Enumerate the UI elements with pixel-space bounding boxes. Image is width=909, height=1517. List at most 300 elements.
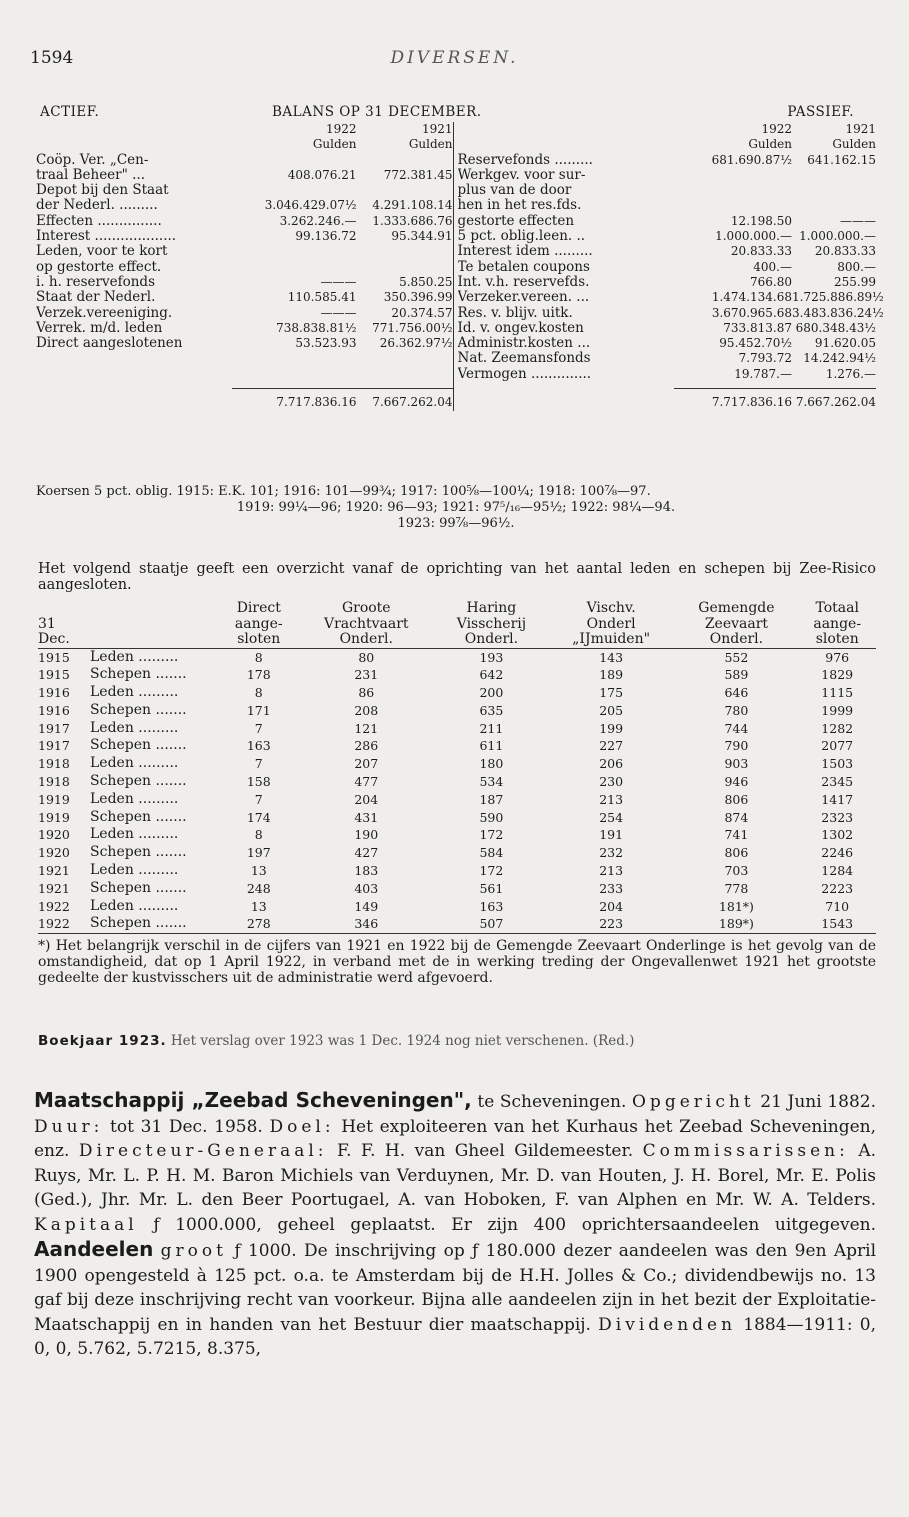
table-row <box>38 648 876 666</box>
year-a: 1922 <box>761 122 792 136</box>
table-cell: 190 <box>354 827 379 843</box>
table-cell: 2246 <box>821 845 854 861</box>
boekjaar-line <box>38 1033 876 1049</box>
table-cell: 1919 <box>38 809 70 825</box>
balance-row-value <box>792 198 876 213</box>
table-cell: 206 <box>599 756 624 772</box>
balance-row-value: 95.344.91 <box>391 229 453 244</box>
balance-row-label: Res. v. blijv. uitk. <box>457 305 573 321</box>
table-row <box>38 720 876 738</box>
balance-row-label: Effecten ............... <box>36 213 162 229</box>
balance-row-value: 766.80 <box>750 274 792 289</box>
table-cell: 183 <box>354 863 379 879</box>
table-cell: 213 <box>599 863 624 879</box>
table-header-cell: Onderl <box>586 615 636 632</box>
table-cell: 223 <box>599 916 624 932</box>
table-cell: 121 <box>354 720 379 736</box>
balance-row-label: Interest idem ......... <box>457 244 593 260</box>
balance-captions <box>36 104 876 122</box>
currency-b: Gulden <box>408 137 453 152</box>
table-cell: 7 <box>254 720 263 736</box>
table-cell: 1920 <box>38 827 70 843</box>
table-cell: 507 <box>479 916 504 932</box>
balance-row-value: 20.833.33 <box>814 244 876 259</box>
balance-row <box>458 260 877 275</box>
balance-row-value: 1.276.— <box>825 366 876 381</box>
table-cell: 903 <box>724 756 749 772</box>
table-cell: 8 <box>254 649 263 665</box>
duur-label: Duur: <box>34 1116 104 1137</box>
balance-row-value <box>357 153 453 168</box>
table-cell: Schepen ....... <box>90 666 187 683</box>
table-cell: 346 <box>354 916 379 932</box>
balance-row-label: Int. v.h. reservefds. <box>457 274 590 290</box>
table-row <box>38 898 876 916</box>
table-cell: 1916 <box>38 685 70 701</box>
table-header-cell: aange- <box>813 615 862 632</box>
balance-row-value: 1.725.886.89½ <box>792 290 884 305</box>
table-cell: 149 <box>354 898 379 914</box>
balance-row-label: op gestorte effect. <box>36 259 162 275</box>
table-header-cell: Onderl. <box>464 631 519 647</box>
balance-row <box>36 168 453 183</box>
table-cell: 163 <box>246 738 271 754</box>
balance-row-label: Te betalen coupons <box>457 259 590 275</box>
company-entry <box>34 1088 876 1362</box>
table-header-cell: Onderl. <box>339 631 393 647</box>
balance-row <box>458 275 877 290</box>
table-cell: 741 <box>724 827 749 843</box>
table-row <box>38 737 876 755</box>
table-cell: 205 <box>599 702 624 718</box>
members-table-head <box>38 601 876 648</box>
boekjaar-text: Het verslag over 1923 was 1 Dec. 1924 nog niet verschenen. (Red.) <box>170 1033 635 1049</box>
balance-row-value <box>686 183 792 198</box>
table-cell: 584 <box>479 845 504 861</box>
table-header-cell: sloten <box>237 631 281 647</box>
table-cell: 248 <box>246 880 271 896</box>
table-cell: 181*) <box>718 898 754 914</box>
balance-row <box>457 290 884 306</box>
balance-row <box>458 198 877 213</box>
balance-row <box>36 229 453 244</box>
table-row <box>38 915 876 933</box>
table-cell: 976 <box>825 649 850 665</box>
balance-columns <box>36 122 884 382</box>
balance-row-value: 255.99 <box>834 274 876 289</box>
table-cell: 193 <box>479 649 504 665</box>
table-cell: 1922 <box>38 898 70 914</box>
balance-row <box>36 260 453 275</box>
balance-row-label: Id. v. ongev.kosten <box>457 320 584 336</box>
balance-row-value: 99.136.72 <box>295 229 357 244</box>
directeur-value: F. F. H. van Gheel Gildemeester. <box>336 1141 634 1161</box>
table-cell: 1917 <box>38 738 70 754</box>
balance-row-label: Verzeker.vereen. ... <box>457 290 590 306</box>
table-cell: Leden ......... <box>90 719 179 736</box>
aandeelen-label: Aandeelen <box>34 1237 154 1261</box>
table-cell: 189*) <box>718 916 754 932</box>
balance-row-value: 1.333.686.76 <box>372 213 453 228</box>
balance-row-label: Vermogen .............. <box>457 366 592 382</box>
balance-row <box>458 336 877 351</box>
balance-row <box>458 244 877 259</box>
table-cell: 780 <box>724 702 749 718</box>
table-cell: Leden ......... <box>90 790 179 807</box>
balance-row-value <box>686 168 792 183</box>
balance-row-value: 110.585.41 <box>287 290 357 305</box>
table-cell: 254 <box>599 809 624 825</box>
balance-row-label: Coöp. Ver. „Cen- <box>36 152 149 168</box>
table-cell: 204 <box>599 898 624 914</box>
table-cell: 1999 <box>821 702 854 718</box>
balance-row-value: 800.— <box>837 259 876 274</box>
table-header-row <box>38 601 876 617</box>
balance-row-value: 20.374.57 <box>391 305 453 320</box>
table-cell: 1302 <box>821 827 854 843</box>
table-cell: 561 <box>479 880 504 896</box>
balance-row-value: 91.620.05 <box>814 336 876 351</box>
table-row <box>38 666 876 684</box>
table-cell: 1919 <box>38 791 70 807</box>
balance-row-value: 771.756.00½ <box>372 320 453 335</box>
table-cell: 744 <box>724 720 749 736</box>
table-cell: Schepen ....... <box>90 737 187 754</box>
table-cell: 286 <box>354 738 379 754</box>
balance-row <box>458 153 877 168</box>
opgericht-label: Opgericht <box>632 1092 755 1112</box>
table-cell: 703 <box>724 863 749 879</box>
table-row <box>38 773 876 791</box>
table-cell: 2223 <box>821 880 854 896</box>
balance-totals <box>36 382 876 411</box>
balance-row-value: 1.000.000.— <box>799 229 876 244</box>
balance-row <box>458 229 877 244</box>
balance-row-value: 53.523.93 <box>295 336 357 351</box>
balance-row <box>458 183 877 198</box>
boekjaar-label: Boekjaar 1923. <box>38 1033 167 1049</box>
table-cell: 1916 <box>38 702 70 718</box>
table-cell: 534 <box>479 774 504 790</box>
table-header-cell: Haring <box>466 600 517 616</box>
year-b: 1921 <box>421 122 453 136</box>
balance-row-value: 12.198.50 <box>730 213 792 228</box>
balance-row-value: 20.833.33 <box>730 244 792 259</box>
balance-title: BALANS OP 31 DECEMBER. <box>272 104 482 120</box>
balance-row-label: Werkgev. voor sur- <box>457 167 586 183</box>
table-cell: Schepen ....... <box>90 808 187 825</box>
table-cell: 431 <box>354 809 379 825</box>
duur-value: tot 31 Dec. 1958. <box>110 1116 263 1137</box>
table-cell: 1921 <box>38 863 70 879</box>
balance-row-label: der Nederl. ......... <box>36 198 158 214</box>
table-cell: Schepen ....... <box>90 844 187 861</box>
balance-row-label: Direct aangeslotenen <box>36 336 183 352</box>
table-cell: 1282 <box>821 720 854 736</box>
table-cell: 477 <box>354 774 379 790</box>
balance-row-value: ——— <box>320 274 357 289</box>
balance-row-value: 19.787.— <box>734 366 792 381</box>
table-header-cell: Vischv. <box>586 600 636 616</box>
total-actief-a: 7.717.836.16 <box>276 395 357 410</box>
balance-row-label: Nat. Zeemansfonds <box>457 351 591 367</box>
balance-sheet <box>36 104 884 411</box>
table-header-row <box>38 632 876 648</box>
balance-row-value <box>686 198 792 213</box>
balance-row <box>458 214 877 229</box>
table-cell: 232 <box>599 845 624 861</box>
balance-row <box>36 336 453 351</box>
table-cell: 589 <box>724 667 749 683</box>
dividenden-value: 1884—1911: 0, 0, 0, 5.762, 5.7215, 8.375, <box>34 1314 876 1359</box>
table-header-cell <box>90 632 220 648</box>
table-header-cell: sloten <box>815 631 859 647</box>
table-cell: 172 <box>479 863 504 879</box>
table-header-cell: 31 <box>38 615 56 632</box>
balance-row-value: 408.076.21 <box>287 167 357 182</box>
table-cell: 187 <box>479 791 504 807</box>
table-cell: 874 <box>724 809 749 825</box>
company-place: te Scheveningen. <box>477 1092 627 1112</box>
balance-row-value: 400.— <box>753 259 792 274</box>
table-cell: 13 <box>250 863 267 879</box>
table-cell: Leden ......... <box>90 684 179 701</box>
company-name: Maatschappij „Zeebad Scheveningen", <box>34 1088 472 1112</box>
balance-row-value: 641.162.15 <box>807 152 876 167</box>
opgericht-value: 21 Juni 1882. <box>760 1092 876 1112</box>
balance-row-value: 3.670.965.68 <box>711 305 792 320</box>
members-table-body <box>38 648 876 934</box>
footnote: *) Het belangrijk verschil in de cijfers van 1921 en 1922 bij de Gemengde Zeevaart Onderlinge is het gevolg van de omstandigheid, dat op 1 April 1922, in verband met de in werking treding der Ongevallenwet 1921 het grootste gedeelte der kustvisschers uit de administratie werd afgevoerd. <box>38 938 876 986</box>
table-cell: 946 <box>724 774 749 790</box>
balance-row-value: 1.000.000.— <box>715 229 792 244</box>
table-header-cell: Direct <box>236 600 281 616</box>
actief-rows <box>36 153 453 352</box>
passief-rows <box>457 152 884 382</box>
balance-row-value <box>357 244 453 259</box>
balance-row <box>458 321 877 336</box>
table-cell: 1503 <box>821 756 854 772</box>
table-cell: Schepen ....... <box>90 879 187 896</box>
balance-row-label: Staat der Nederl. <box>36 290 156 306</box>
table-cell: 2345 <box>821 774 854 790</box>
table-header-cell: Vrachtvaart <box>323 615 409 632</box>
year-b: 1921 <box>845 122 876 136</box>
table-cell: 204 <box>354 791 379 807</box>
table-header-cell: Onderl. <box>709 631 764 647</box>
balance-row-value: 738.838.81½ <box>276 320 357 335</box>
table-cell: 80 <box>358 649 375 665</box>
balance-row-value: 350.396.99 <box>383 290 453 305</box>
table-cell: 86 <box>358 685 375 701</box>
table-cell: 806 <box>724 791 749 807</box>
table-header-cell: Dec. <box>38 631 70 647</box>
table-cell: 174 <box>246 809 271 825</box>
balance-row-value <box>792 183 876 198</box>
table-cell: 8 <box>254 685 263 701</box>
balance-row-value: 3.483.836.24½ <box>792 305 884 320</box>
table-cell: 590 <box>479 809 504 825</box>
table-cell: 163 <box>479 898 504 914</box>
table-cell: 211 <box>479 720 504 736</box>
balance-row-value: 3.046.429.07½ <box>264 198 357 213</box>
table-row <box>38 702 876 720</box>
balance-row-label: Reservefonds ......... <box>457 152 593 168</box>
table-cell: 1921 <box>38 880 70 896</box>
table-cell: 231 <box>354 667 379 683</box>
table-header-cell <box>90 601 220 617</box>
table-cell: 178 <box>246 667 271 683</box>
table-row <box>38 862 876 880</box>
table-header-cell <box>38 601 90 617</box>
currency-b: Gulden <box>832 137 876 152</box>
table-row <box>38 880 876 898</box>
table-cell: 1917 <box>38 720 70 736</box>
actief-caption: ACTIEF. <box>40 104 100 120</box>
table-cell: 199 <box>599 720 624 736</box>
balance-row-value <box>261 153 357 168</box>
table-cell: 13 <box>250 898 267 914</box>
table-cell: Leden ......... <box>90 862 179 879</box>
table-cell: 172 <box>479 827 504 843</box>
balance-row <box>36 198 453 213</box>
table-cell: 1922 <box>38 916 70 932</box>
balance-row-label: gestorte effecten <box>457 213 575 229</box>
members-table <box>38 601 876 934</box>
table-cell: 790 <box>724 738 749 754</box>
table-cell: 143 <box>599 649 624 665</box>
table-cell: Leden ......... <box>90 826 179 843</box>
balance-row-value: ——— <box>320 305 357 320</box>
table-cell: 227 <box>599 738 624 754</box>
commissarissen-value: A. Ruys, Mr. L. P. H. M. Baron Michiels van Verduynen, Mr. D. van Houten, J. H. Borel, Mr. E. Polis (Ged.), Jhr. Mr. L. den Beer Poortugael, A. van Hoboken, F. van Alphen en Mr. W. A. Telders. <box>34 1141 876 1210</box>
kapitaal-value: ƒ 1000.000, geheel geplaatst. Er zijn 400 oprichtersaandeelen uitgegeven. <box>153 1214 876 1235</box>
balance-row-label: 5 pct. oblig.leen. .. <box>457 229 586 245</box>
table-cell: 2077 <box>821 738 854 754</box>
table-cell: 1918 <box>38 774 70 790</box>
table-cell: 197 <box>246 845 271 861</box>
table-header-cell: Groote <box>341 600 391 616</box>
table-cell: 1915 <box>38 667 70 683</box>
table-cell: 8 <box>254 827 263 843</box>
balance-row-label: Administr.kosten ... <box>457 336 591 352</box>
table-header-cell: Gemengde <box>698 600 775 616</box>
table-cell: 1417 <box>821 791 854 807</box>
balance-row-label: hen in het res.fds. <box>457 198 582 214</box>
koersen-line: 1923: 99⅞—96½. <box>397 516 515 531</box>
balance-row-value: 680.348.43½ <box>795 320 876 335</box>
table-row <box>38 809 876 827</box>
balance-row-value: 681.690.87½ <box>711 152 792 167</box>
kapitaal-label: Kapitaal <box>34 1214 138 1235</box>
currency-a: Gulden <box>748 137 792 152</box>
table-cell: 646 <box>724 685 749 701</box>
table-cell: Schepen ....... <box>90 701 187 718</box>
balance-row-label: Leden, voor te kort <box>36 244 168 260</box>
dividenden-label: Dividenden <box>598 1314 737 1335</box>
running-title: DIVERSEN. <box>390 48 519 68</box>
balance-row-label: Depot bij den Staat <box>36 183 169 199</box>
table-header-cell <box>90 617 220 633</box>
table-cell: 230 <box>599 774 624 790</box>
balance-row <box>36 183 453 198</box>
balance-row-value: ——— <box>840 213 876 228</box>
balance-row-value: 7.793.72 <box>738 351 792 366</box>
table-cell: 552 <box>724 649 749 665</box>
table-cell: 611 <box>479 738 504 754</box>
balance-row-value: 14.242.94½ <box>803 351 876 366</box>
table-cell: 7 <box>254 791 263 807</box>
table-header-row <box>38 617 876 633</box>
table-row <box>38 755 876 773</box>
table-cell: 180 <box>479 756 504 772</box>
balance-row-value <box>357 183 453 198</box>
table-cell: 642 <box>479 667 504 683</box>
table-header-cell: aange- <box>234 615 283 632</box>
table-cell: 189 <box>599 667 624 683</box>
table-cell: 233 <box>599 880 624 896</box>
table-cell: 427 <box>354 845 379 861</box>
balance-row <box>36 214 453 229</box>
balance-row <box>36 306 453 321</box>
balance-row-value: 3.262.246.— <box>279 213 357 228</box>
commissarissen-label: Commissarissen: <box>642 1141 849 1161</box>
balance-row-label: Verzek.vereeniging. <box>36 305 173 321</box>
table-cell: 1543 <box>821 916 854 932</box>
table-cell: Leden ......... <box>90 648 179 665</box>
balance-row-value <box>261 244 357 259</box>
page-number: 1594 <box>30 48 74 68</box>
table-row <box>38 826 876 844</box>
table-cell: 208 <box>354 702 379 718</box>
table-header-cell: Zeevaart <box>704 615 769 632</box>
table-cell: 200 <box>479 685 504 701</box>
balance-row-value <box>261 260 357 275</box>
directeur-label: Directeur-Generaal: <box>78 1141 328 1161</box>
table-cell: 7 <box>254 756 263 772</box>
total-passief-b: 7.667.262.04 <box>795 395 876 410</box>
table-cell: 158 <box>246 774 271 790</box>
table-cell: 1920 <box>38 845 70 861</box>
table-cell: 1915 <box>38 649 70 665</box>
table-row <box>38 844 876 862</box>
table-cell: Leden ......... <box>90 755 179 772</box>
page-header <box>30 48 879 74</box>
intro-paragraph: Het volgend staatje geeft een overzicht vanaf de oprichting van het aantal leden en schepen bij Zee-Risico aangesloten. <box>38 561 876 593</box>
balance-row-value <box>792 168 876 183</box>
balance-row <box>36 153 453 168</box>
balance-row-label: traal Beheer" ... <box>36 167 145 183</box>
table-cell: 171 <box>246 702 271 718</box>
table-row <box>38 791 876 809</box>
table-cell: 710 <box>825 898 850 914</box>
table-cell: 806 <box>724 845 749 861</box>
doel-value: Het exploiteeren van het Kurhaus het Zeebad Scheveningen, enz. <box>34 1116 877 1161</box>
actief-column <box>36 122 453 382</box>
currency-a: Gulden <box>312 137 357 152</box>
balance-row-value: 5.850.25 <box>399 274 453 289</box>
balance-row-value: 95.452.70½ <box>719 336 792 351</box>
koersen-block <box>36 484 876 532</box>
table-cell: Leden ......... <box>90 897 179 914</box>
table-cell: Schepen ....... <box>90 915 187 932</box>
year-a: 1922 <box>325 122 357 136</box>
table-cell: 1829 <box>821 667 854 683</box>
koersen-line: Koersen 5 pct. oblig. 1915: E.K. 101; 1916: 101—99¾; 1917: 100⅝—100¼; 1918: 100⅞—97. <box>36 484 651 499</box>
balance-row <box>36 244 453 259</box>
balance-row-label: Interest ................... <box>36 229 177 245</box>
table-cell: Schepen ....... <box>90 773 187 790</box>
